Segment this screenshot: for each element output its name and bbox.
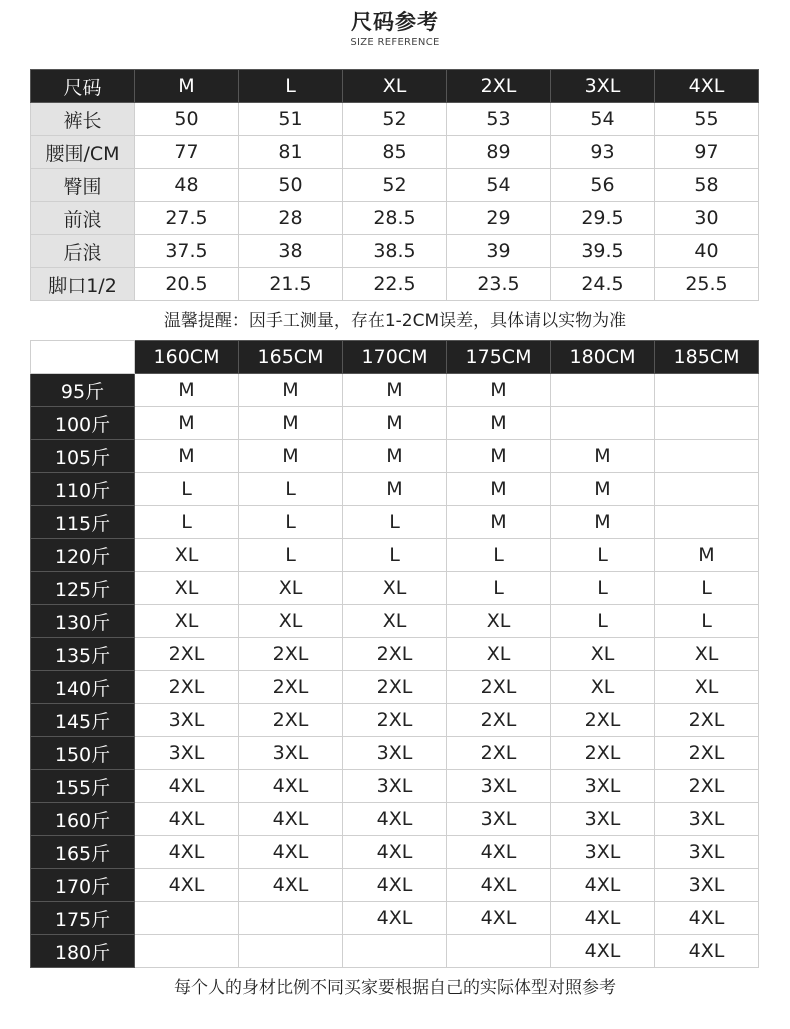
- page-subtitle: SIZE REFERENCE: [350, 37, 440, 48]
- weight-row: [31, 671, 759, 704]
- table-cell: XL: [343, 572, 447, 605]
- size-measurement-table: [30, 69, 759, 301]
- table-cell: 4XL: [447, 836, 551, 869]
- weight-row: [31, 605, 759, 638]
- column-header: 180CM: [551, 341, 655, 374]
- table-cell: 38.5: [343, 235, 447, 268]
- table-cell: 89: [447, 136, 551, 169]
- measurement-note: 温馨提醒：因手工测量，存在1-2CM误差，具体请以实物为准: [163, 311, 627, 331]
- row-label: 140斤: [31, 671, 135, 704]
- table-cell: [239, 935, 343, 968]
- row-label: 175斤: [31, 902, 135, 935]
- table-cell: 3XL: [655, 803, 759, 836]
- table-cell: M: [551, 506, 655, 539]
- row-label: 145斤: [31, 704, 135, 737]
- weight-row: [31, 506, 759, 539]
- weight-row: [31, 869, 759, 902]
- column-header: 4XL: [655, 70, 759, 103]
- column-header: 2XL: [447, 70, 551, 103]
- weight-row: [31, 407, 759, 440]
- table-cell: 4XL: [551, 902, 655, 935]
- table-cell: 55: [655, 103, 759, 136]
- weight-row: [31, 935, 759, 968]
- table-cell: XL: [447, 638, 551, 671]
- column-header: 3XL: [551, 70, 655, 103]
- table-cell: M: [447, 374, 551, 407]
- table-cell: XL: [343, 605, 447, 638]
- table-cell: M: [655, 539, 759, 572]
- header-row: [31, 70, 759, 103]
- measurement-row: [31, 136, 759, 169]
- row-label: 150斤: [31, 737, 135, 770]
- table-cell: L: [655, 572, 759, 605]
- row-label: 160斤: [31, 803, 135, 836]
- row-label: 后浪: [31, 235, 135, 268]
- table-cell: M: [239, 440, 343, 473]
- table-cell: [135, 935, 239, 968]
- footer-note: 每个人的身材比例不同买家要根据自己的实际体型对照参考: [174, 978, 616, 998]
- weight-row: [31, 803, 759, 836]
- column-header: M: [135, 70, 239, 103]
- row-label: 115斤: [31, 506, 135, 539]
- table-cell: M: [135, 407, 239, 440]
- table-cell: M: [239, 407, 343, 440]
- table-cell: M: [447, 473, 551, 506]
- table-cell: L: [135, 506, 239, 539]
- table-cell: 2XL: [239, 638, 343, 671]
- row-label: 155斤: [31, 770, 135, 803]
- row-label: 120斤: [31, 539, 135, 572]
- row-label: 165斤: [31, 836, 135, 869]
- table-cell: 2XL: [551, 737, 655, 770]
- table-cell: 3XL: [551, 770, 655, 803]
- size-corner-label: 尺码: [31, 70, 135, 103]
- table-cell: 4XL: [239, 836, 343, 869]
- table-cell: M: [343, 407, 447, 440]
- table-cell: 53: [447, 103, 551, 136]
- table-cell: L: [551, 605, 655, 638]
- row-label: 125斤: [31, 572, 135, 605]
- column-header: 160CM: [135, 341, 239, 374]
- table-cell: 3XL: [239, 737, 343, 770]
- table-cell: 4XL: [551, 869, 655, 902]
- table-cell: XL: [655, 638, 759, 671]
- table-cell: 50: [239, 169, 343, 202]
- table-cell: 4XL: [135, 770, 239, 803]
- row-label: 臀围: [31, 169, 135, 202]
- column-header: XL: [343, 70, 447, 103]
- table-cell: 37.5: [135, 235, 239, 268]
- table-cell: 39: [447, 235, 551, 268]
- table-cell: 28.5: [343, 202, 447, 235]
- table-cell: 4XL: [135, 803, 239, 836]
- table-cell: 3XL: [551, 803, 655, 836]
- header-row: [31, 341, 759, 374]
- table-cell: XL: [655, 671, 759, 704]
- row-label: 前浪: [31, 202, 135, 235]
- table-cell: L: [239, 539, 343, 572]
- table-cell: 51: [239, 103, 343, 136]
- table-cell: 20.5: [135, 268, 239, 301]
- table-cell: 40: [655, 235, 759, 268]
- table-cell: 25.5: [655, 268, 759, 301]
- table-cell: 30: [655, 202, 759, 235]
- row-label: 脚口1/2: [31, 268, 135, 301]
- table-cell: M: [239, 374, 343, 407]
- table-cell: [551, 374, 655, 407]
- measurement-row: [31, 235, 759, 268]
- measurement-row: [31, 268, 759, 301]
- table-cell: 56: [551, 169, 655, 202]
- table-cell: 54: [447, 169, 551, 202]
- row-label: 135斤: [31, 638, 135, 671]
- table-cell: 3XL: [551, 836, 655, 869]
- column-header: 170CM: [343, 341, 447, 374]
- table-cell: 29: [447, 202, 551, 235]
- table-cell: 2XL: [655, 737, 759, 770]
- table-cell: 24.5: [551, 268, 655, 301]
- table-cell: 4XL: [343, 902, 447, 935]
- table-cell: 2XL: [447, 671, 551, 704]
- table-cell: 93: [551, 136, 655, 169]
- weight-row: [31, 902, 759, 935]
- table-cell: [655, 374, 759, 407]
- table-cell: 2XL: [135, 638, 239, 671]
- column-header: 175CM: [447, 341, 551, 374]
- table-cell: M: [343, 374, 447, 407]
- table-cell: 4XL: [551, 935, 655, 968]
- table-cell: [551, 407, 655, 440]
- table-cell: XL: [239, 605, 343, 638]
- table-cell: M: [135, 374, 239, 407]
- table-cell: M: [135, 440, 239, 473]
- table-cell: 2XL: [655, 704, 759, 737]
- table-cell: L: [655, 605, 759, 638]
- table-cell: [655, 407, 759, 440]
- table-cell: 3XL: [343, 737, 447, 770]
- table-cell: 3XL: [135, 737, 239, 770]
- table-cell: 3XL: [655, 836, 759, 869]
- table-cell: L: [239, 506, 343, 539]
- table-cell: 2XL: [135, 671, 239, 704]
- table-cell: M: [343, 473, 447, 506]
- table-cell: L: [447, 539, 551, 572]
- table-cell: [239, 902, 343, 935]
- table-cell: 22.5: [343, 268, 447, 301]
- table-cell: 2XL: [239, 704, 343, 737]
- table-cell: 4XL: [343, 803, 447, 836]
- column-header: 185CM: [655, 341, 759, 374]
- page-title: 尺码参考: [351, 10, 439, 34]
- weight-row: [31, 440, 759, 473]
- table-cell: 39.5: [551, 235, 655, 268]
- column-header: 165CM: [239, 341, 343, 374]
- table-cell: [447, 935, 551, 968]
- table-cell: 2XL: [551, 704, 655, 737]
- table-cell: 2XL: [447, 737, 551, 770]
- table-cell: XL: [239, 572, 343, 605]
- table-cell: XL: [135, 605, 239, 638]
- table-cell: 2XL: [343, 638, 447, 671]
- table-cell: L: [551, 572, 655, 605]
- table-cell: 52: [343, 169, 447, 202]
- table-cell: 23.5: [447, 268, 551, 301]
- table-cell: 21.5: [239, 268, 343, 301]
- measurement-row: [31, 103, 759, 136]
- table-cell: 58: [655, 169, 759, 202]
- row-label: 130斤: [31, 605, 135, 638]
- table-cell: M: [551, 473, 655, 506]
- row-label: 170斤: [31, 869, 135, 902]
- table-cell: M: [447, 440, 551, 473]
- table-cell: 81: [239, 136, 343, 169]
- table-cell: L: [343, 539, 447, 572]
- table-cell: 4XL: [655, 902, 759, 935]
- table-cell: XL: [135, 572, 239, 605]
- weight-row: [31, 638, 759, 671]
- table-cell: 2XL: [655, 770, 759, 803]
- measurement-row: [31, 202, 759, 235]
- table-cell: [343, 935, 447, 968]
- row-label: 裤长: [31, 103, 135, 136]
- table-cell: 54: [551, 103, 655, 136]
- table-cell: 27.5: [135, 202, 239, 235]
- table-cell: 4XL: [447, 869, 551, 902]
- table-cell: L: [135, 473, 239, 506]
- table-cell: 2XL: [343, 671, 447, 704]
- table-cell: [655, 506, 759, 539]
- table-cell: L: [551, 539, 655, 572]
- weight-row: [31, 836, 759, 869]
- column-header: L: [239, 70, 343, 103]
- row-label: 180斤: [31, 935, 135, 968]
- weight-row: [31, 704, 759, 737]
- table-cell: [655, 473, 759, 506]
- table-cell: 85: [343, 136, 447, 169]
- weight-row: [31, 539, 759, 572]
- table-cell: 2XL: [239, 671, 343, 704]
- table-cell: 4XL: [447, 902, 551, 935]
- height-weight-fit-table: [30, 340, 759, 968]
- table-cell: 4XL: [135, 869, 239, 902]
- table-cell: 29.5: [551, 202, 655, 235]
- table-cell: 4XL: [343, 869, 447, 902]
- table-cell: L: [447, 572, 551, 605]
- table-cell: 52: [343, 103, 447, 136]
- row-label: 腰围/CM: [31, 136, 135, 169]
- table-cell: M: [447, 407, 551, 440]
- table-cell: XL: [551, 638, 655, 671]
- table-cell: M: [447, 506, 551, 539]
- table-cell: 2XL: [447, 704, 551, 737]
- table-cell: [135, 902, 239, 935]
- table-cell: 4XL: [239, 869, 343, 902]
- table-cell: 3XL: [447, 803, 551, 836]
- weight-row: [31, 737, 759, 770]
- row-label: 110斤: [31, 473, 135, 506]
- table-cell: M: [343, 440, 447, 473]
- table-cell: 3XL: [655, 869, 759, 902]
- weight-row: [31, 770, 759, 803]
- row-label: 95斤: [31, 374, 135, 407]
- table-cell: L: [343, 506, 447, 539]
- table-cell: 97: [655, 136, 759, 169]
- table-cell: 77: [135, 136, 239, 169]
- table-cell: 2XL: [343, 704, 447, 737]
- table-cell: XL: [135, 539, 239, 572]
- row-label: 105斤: [31, 440, 135, 473]
- table-cell: XL: [551, 671, 655, 704]
- table-cell: 4XL: [343, 836, 447, 869]
- table-cell: 4XL: [239, 770, 343, 803]
- table-cell: 38: [239, 235, 343, 268]
- table-cell: 48: [135, 169, 239, 202]
- table-cell: [655, 440, 759, 473]
- fit-corner-cell: [31, 341, 135, 374]
- table-cell: 4XL: [239, 803, 343, 836]
- table-cell: XL: [447, 605, 551, 638]
- table-cell: 3XL: [447, 770, 551, 803]
- weight-row: [31, 473, 759, 506]
- table-cell: 4XL: [655, 935, 759, 968]
- table-cell: 50: [135, 103, 239, 136]
- table-cell: 28: [239, 202, 343, 235]
- table-cell: M: [551, 440, 655, 473]
- table-cell: 4XL: [135, 836, 239, 869]
- table-cell: 3XL: [343, 770, 447, 803]
- table-cell: L: [239, 473, 343, 506]
- measurement-row: [31, 169, 759, 202]
- table-cell: 3XL: [135, 704, 239, 737]
- weight-row: [31, 374, 759, 407]
- weight-row: [31, 572, 759, 605]
- row-label: 100斤: [31, 407, 135, 440]
